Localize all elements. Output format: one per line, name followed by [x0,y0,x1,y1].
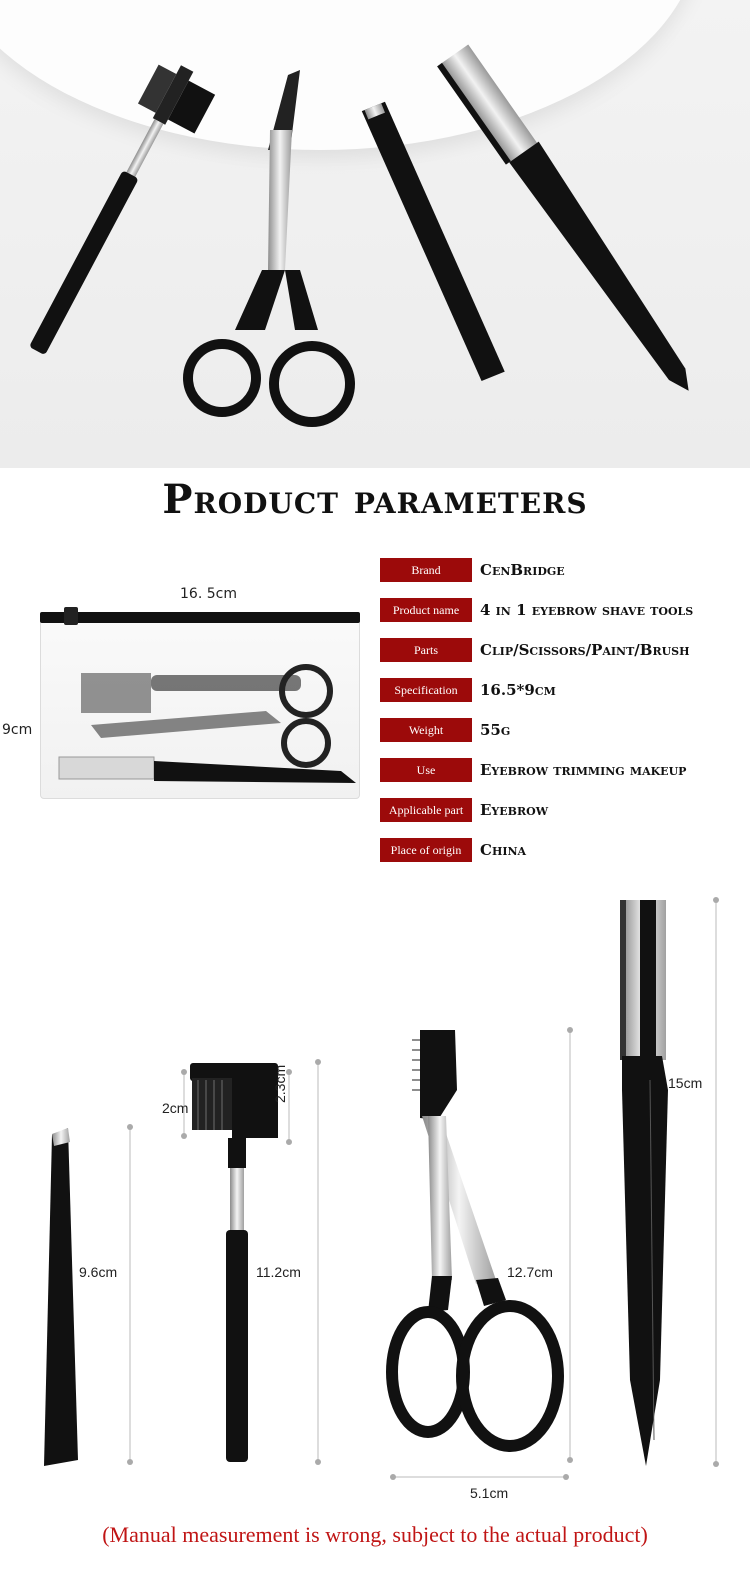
disclaimer-note: (Manual measurement is wrong, subject to the actual product) [102,1522,648,1547]
param-label: Weight [380,718,472,742]
param-value: 55g [480,721,511,739]
razor-length-label: 15cm [668,1075,703,1091]
param-value: CenBridge [480,561,565,579]
param-label: Applicable part [380,798,472,822]
brush-image [190,1063,278,1462]
tweezers-dimension-line [127,1124,133,1465]
tweezers-length-label: 9.6cm [79,1264,118,1280]
razor-dimension-line [713,897,719,1467]
hero-product-photo [0,0,750,468]
scissors-dimension-line [567,1027,573,1463]
pouch-width-label: 16. 5cm [180,586,237,602]
hero-tweezers [362,98,505,385]
param-value: China [480,841,527,859]
pouch-image [40,612,360,799]
param-label: Use [380,758,472,782]
razor-image [620,900,668,1466]
pouch-contents [41,613,359,798]
param-value: Eyebrow trimming makeup [480,761,687,779]
scissors-image [392,1030,558,1446]
brush-length-label: 11.2cm [256,1264,301,1280]
param-value: 4 in 1 eyebrow shave tools [480,601,694,619]
param-label: Product name [380,598,472,622]
hero-brush [13,56,220,369]
scissors-width-line [390,1474,569,1480]
param-label: Specification [380,678,472,702]
measurement-illustration [0,880,750,1520]
param-value: 16.5*9cm [480,681,556,699]
param-label: Parts [380,638,472,662]
brush-dimension-line [315,1059,321,1465]
tweezers-image [44,1128,78,1466]
param-label: Brand [380,558,472,582]
param-value: Clip/Scissors/Paint/Brush [480,641,690,659]
brush-head-height-label: 2.3cm [272,1064,288,1103]
hero-scissors [188,70,350,422]
param-value: Eyebrow [480,801,549,819]
params-title: Product parameters [162,476,588,523]
scissors-width-label: 5.1cm [470,1485,509,1501]
pouch-zipper [40,612,360,623]
pouch-height-label: 9cm [2,722,33,738]
brush-head-width-label: 2cm [162,1100,189,1116]
scissors-length-label: 12.7cm [507,1264,553,1280]
hero-tools-illustration [0,0,750,468]
param-label: Place of origin [380,838,472,862]
pouch-zipper-pull [64,607,78,625]
